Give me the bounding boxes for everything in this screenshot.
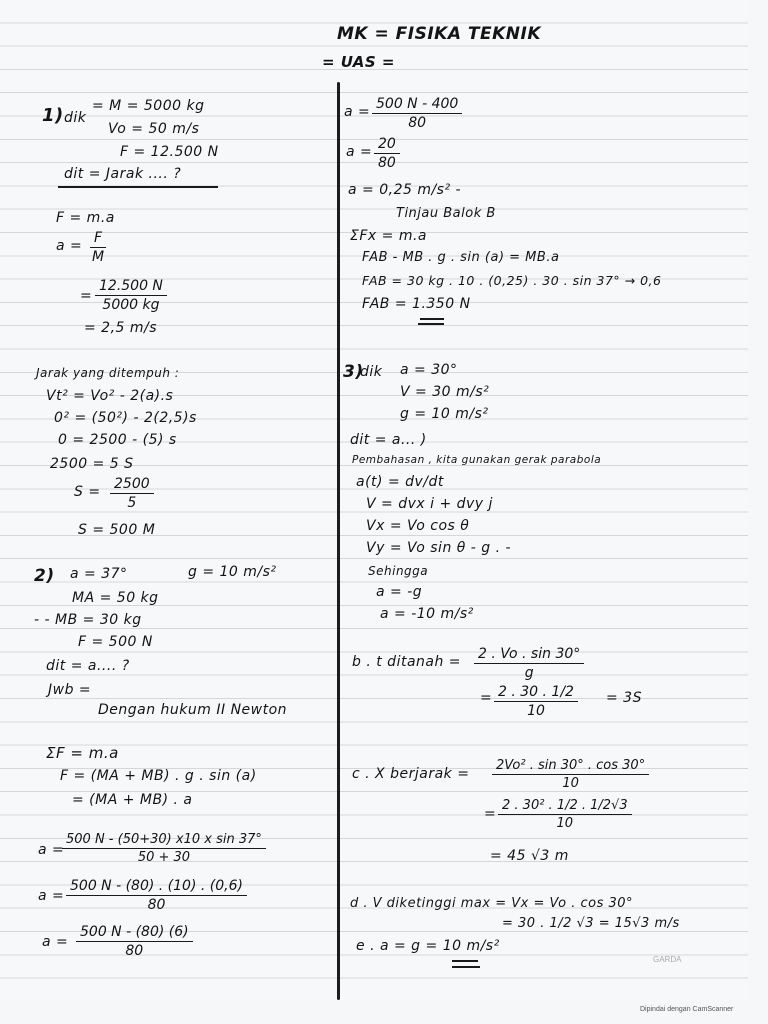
q3-b2-fraction-num: 2 . 30 . 1/2 xyxy=(494,684,578,702)
q3-angle: a = 30° xyxy=(400,362,458,378)
q1-dit: dit = Jarak .... ? xyxy=(64,166,182,182)
page-subtitle: = UAS = xyxy=(322,53,395,71)
r-line6: FAB - MB . g . sin (a) = MB.a xyxy=(362,250,560,265)
q3-c2-fraction xyxy=(498,798,632,831)
q1-force: F = 12.500 N xyxy=(120,144,219,160)
q3-c2-fraction-den: 10 xyxy=(556,816,574,831)
q1-fraction-force xyxy=(95,278,167,313)
q1-line6: Vt² = Vo² - 2(a).s xyxy=(46,388,174,404)
q1-result: S = 500 M xyxy=(78,522,156,538)
r-final-mark1 xyxy=(420,318,444,320)
q2-mb: - - MB = 30 kg xyxy=(34,612,142,628)
q3-c-fraction xyxy=(492,758,649,791)
r-line4: Tinjau Balok B xyxy=(396,206,496,221)
q2-line3: = (MA + MB) . a xyxy=(72,792,193,808)
q1-velocity: Vo = 50 m/s xyxy=(108,121,200,137)
q2-line2: F = (MA + MB) . g . sin (a) xyxy=(60,768,257,784)
r-line7: FAB = 30 kg . 10 . (0,25) . 30 . sin 37° → 0,6 xyxy=(362,273,662,288)
q3-c2-eq: = xyxy=(484,806,497,822)
q2-newton: Dengan hukum II Newton xyxy=(98,702,288,718)
r-line5: ΣFx = m.a xyxy=(350,228,427,244)
r-fraction1-den: 80 xyxy=(408,115,427,131)
q2-line1: ΣF = m.a xyxy=(46,744,119,762)
q3-number: 3) xyxy=(343,362,364,382)
q3-b-label: b . t ditanah = xyxy=(352,654,462,670)
q3-final-mark1 xyxy=(452,960,478,962)
q1-fraction-fm xyxy=(90,230,106,265)
q2-fraction3 xyxy=(76,924,193,959)
q1-fraction-s-num: 2500 xyxy=(110,476,154,494)
q3-dit: dit = a... ) xyxy=(350,432,427,448)
q3-line-vy: Vy = Vo sin θ - g . - xyxy=(366,540,512,556)
r-line3: a = 0,25 m/s² - xyxy=(348,182,462,198)
q3-b-fraction-num: 2 . Vo . sin 30° xyxy=(474,646,584,664)
q2-force: F = 500 N xyxy=(78,634,153,650)
q3-c-label: c . X berjarak = xyxy=(352,766,470,782)
r-fraction2-den: 80 xyxy=(378,155,396,171)
q2-fraction1-den: 50 + 30 xyxy=(137,850,191,865)
q3-d-line2: = 30 . 1/2 √3 = 15√3 m/s xyxy=(502,916,680,931)
q3-line-v: V = dvx i + dvy j xyxy=(366,496,493,512)
q1-line1: F = m.a xyxy=(56,210,115,226)
q1-line7: 0² = (50²) - 2(2,5)s xyxy=(54,410,197,426)
q3-line-a1: a = -g xyxy=(376,584,423,600)
q2-fraction1 xyxy=(62,832,266,865)
q2-jwb: Jwb = xyxy=(48,682,92,698)
q1-dik-label: dik xyxy=(64,110,87,126)
paper-stamp: GARDA xyxy=(653,955,682,964)
q2-fraction3-num: 500 N - (80) (6) xyxy=(76,924,193,942)
q1-line3: = xyxy=(80,288,93,304)
r-fraction2 xyxy=(374,136,400,171)
q1-fraction-s xyxy=(110,476,154,511)
q3-e-line: e . a = g = 10 m/s² xyxy=(356,938,500,954)
r-fraction2-num: 20 xyxy=(374,136,400,154)
q1-distance-heading: Jarak yang ditempuh : xyxy=(36,366,180,380)
q1-line2: a = xyxy=(56,238,83,254)
camscanner-footer: Dipindai dengan CamScanner xyxy=(640,1006,734,1013)
q3-dik-label: dik xyxy=(360,364,383,380)
q2-fraction3-den: 80 xyxy=(125,943,144,959)
q3-c-result: = 45 √3 m xyxy=(490,848,569,864)
q2-line6: a = xyxy=(42,934,69,950)
q3-line-at: a(t) = dv/dt xyxy=(356,474,444,490)
q3-b2-fraction xyxy=(494,684,578,719)
q2-number: 2) xyxy=(34,566,55,586)
r-line2: a = xyxy=(346,144,373,160)
q3-c-fraction-den: 10 xyxy=(562,776,579,791)
q1-line10: S = xyxy=(74,484,101,500)
q1-mass: = M = 5000 kg xyxy=(92,98,205,114)
q2-fraction1-num: 500 N - (50+30) x10 x sin 37° xyxy=(62,832,266,849)
q2-fraction2 xyxy=(66,878,247,913)
q3-b-fraction xyxy=(474,646,584,681)
q1-fraction-fm-den: M xyxy=(91,249,105,265)
r-line8: FAB = 1.350 N xyxy=(362,296,471,312)
q3-line-vx: Vx = Vo cos θ xyxy=(366,518,470,534)
r-line1: a = xyxy=(344,104,371,120)
q2-fraction2-den: 80 xyxy=(147,897,166,913)
q2-fraction2-num: 500 N - (80) . (10) . (0,6) xyxy=(66,878,247,896)
q3-b2-eq: = xyxy=(480,690,493,706)
q1-fraction-force-den: 5000 kg xyxy=(102,297,160,313)
q1-dit-underline xyxy=(58,186,218,188)
q3-sehingga: Sehingga xyxy=(368,564,429,578)
q3-b-fraction-den: g xyxy=(524,665,534,681)
q3-line-a2: a = -10 m/s² xyxy=(380,606,474,622)
page-title: MK = FISIKA TEKNIK xyxy=(337,24,542,44)
q1-line9: 2500 = 5 S xyxy=(50,456,134,472)
q3-final-mark2 xyxy=(452,966,480,968)
q1-line8: 0 = 2500 - (5) s xyxy=(58,432,177,448)
q3-b2-fraction-den: 10 xyxy=(527,703,545,719)
r-final-mark2 xyxy=(418,323,444,325)
q3-b2-result: = 3S xyxy=(606,690,642,706)
q2-dit: dit = a.... ? xyxy=(46,658,130,674)
q2-line5: a = xyxy=(38,888,65,904)
r-fraction1 xyxy=(372,96,462,131)
column-divider xyxy=(337,82,340,1000)
q1-acceleration: = 2,5 m/s xyxy=(84,320,158,336)
q3-explanation: Pembahasan , kita gunakan gerak parabola xyxy=(352,454,602,466)
q2-line4: a = xyxy=(38,842,65,858)
q1-fraction-fm-num: F xyxy=(90,230,106,248)
q1-fraction-s-den: 5 xyxy=(127,495,137,511)
q2-angle: a = 37° xyxy=(70,566,128,582)
q1-fraction-force-num: 12.500 N xyxy=(95,278,167,296)
q3-d-line1: d . V diketinggi max = Vx = Vo . cos 30° xyxy=(350,896,634,911)
q3-c-fraction-num: 2Vo² . sin 30° . cos 30° xyxy=(492,758,649,775)
q3-gravity: g = 10 m/s² xyxy=(400,406,489,422)
q3-c2-fraction-num: 2 . 30² . 1/2 . 1/2√3 xyxy=(498,798,632,815)
q2-ma: MA = 50 kg xyxy=(72,590,159,606)
r-fraction1-num: 500 N - 400 xyxy=(372,96,462,114)
q3-velocity: V = 30 m/s² xyxy=(400,384,490,400)
q2-gravity: g = 10 m/s² xyxy=(188,564,277,580)
q1-number: 1) xyxy=(42,105,64,126)
